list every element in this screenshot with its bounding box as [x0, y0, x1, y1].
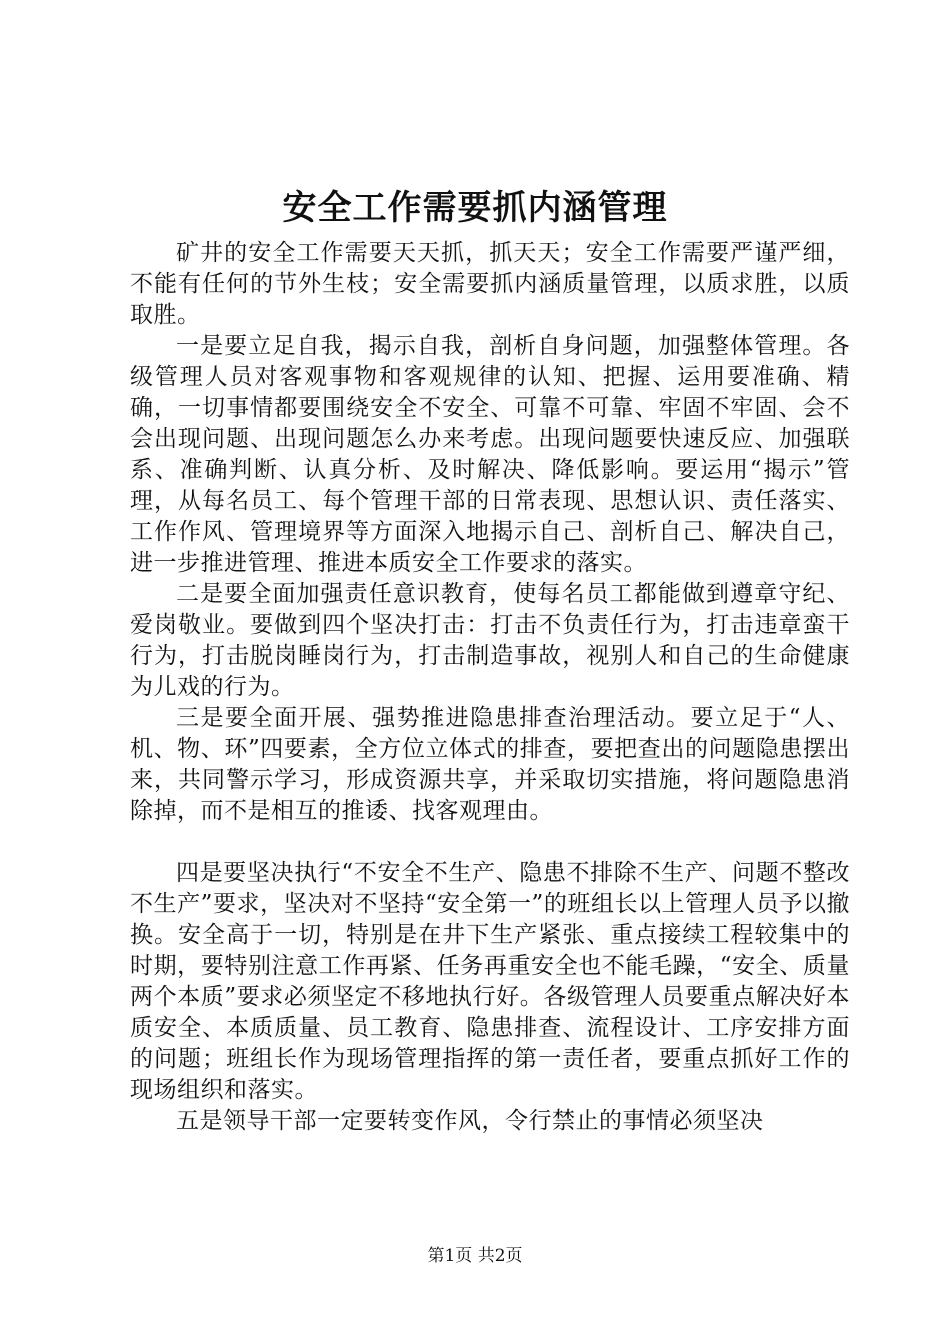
paragraph-point-3: 三是要全面开展、强势推进隐患排查治理活动。要立足于“人、机、物、环”四要素，全方位立体式的排查，要把查出的问题隐患摆出来，共同警示学习，形成资源共享，并采取切实措施，将问题隐患消除掉，而不是相互的推诿、找客观理由。: [130, 705, 850, 824]
paragraph-point-1: 一是要立足自我，揭示自我，剖析自身问题，加强整体管理。各级管理人员对客观事物和客观规律的认知、把握、运用要准确、精确，一切事情都要围绕安全不安全、可靠不可靠、牢固不牢固、会不会出现问题、出现问题怎么办来考虑。出现问题要快速反应、加强联系、准确判断、认真分析、及时解决、降低影响。要运用“揭示”管理，从每名员工、每个管理干部的日常表现、思想认识、责任落实、工作作风、管理境界等方面深入地揭示自己、剖析自己、解决自己，进一步推进管理、推进本质安全工作要求的落实。: [130, 333, 850, 576]
document-body: [130, 238, 850, 1137]
paragraph-point-2: 二是要全面加强责任意识教育，使每名员工都能做到遵章守纪、爱岗敬业。要做到四个坚决打击：打击不负责任行为，打击违章蛮干行为，打击脱岗睡岗行为，打击制造事故，视别人和自己的生命健康为儿戏的行为。: [130, 581, 850, 700]
document-title: 安全工作需要抓内涵管理: [282, 188, 668, 228]
paragraph-intro: 矿井的安全工作需要天天抓，抓天天；安全工作需要严谨严细，不能有任何的节外生枝；安全需要抓内涵质量管理，以质求胜，以质取胜。: [130, 240, 850, 328]
paragraph-point-5: 五是领导干部一定要转变作风，令行禁止的事情必须坚决: [176, 1108, 764, 1134]
paragraph-point-4: 四是要坚决执行“不安全不生产、隐患不排除不生产、问题不整改不生产”要求，坚决对不坚持“安全第一”的班组长以上管理人员予以撤换。安全高于一切，特别是在井下生产紧张、重点接续工程较集中的时期，要特别注意工作再紧、任务再重安全也不能毛躁，“安全、质量两个本质”要求必须坚定不移地执行好。各级管理人员要重点解决好本质安全、本质质量、员工教育、隐患排查、流程设计、工序安排方面的问题；班组长作为现场管理指挥的第一责任者，要重点抓好工作的现场组织和落实。: [130, 860, 850, 1103]
page-footer: 第1页 共2页: [427, 1246, 523, 1266]
